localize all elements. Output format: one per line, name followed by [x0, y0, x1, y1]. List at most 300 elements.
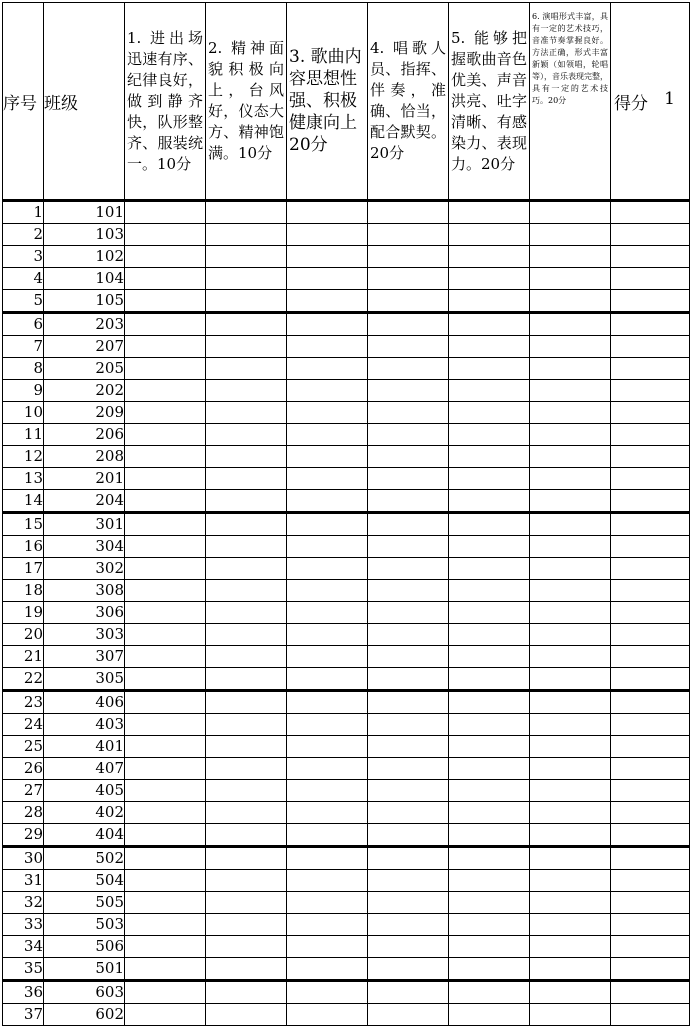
score-cell-criterion-6[interactable] — [530, 624, 611, 646]
score-cell-criterion-4[interactable] — [368, 646, 449, 668]
score-cell-criterion-4[interactable] — [368, 446, 449, 468]
score-cell-criterion-3[interactable] — [287, 358, 368, 380]
score-cell-criterion-1[interactable] — [125, 780, 206, 802]
score-cell-criterion-3[interactable] — [287, 824, 368, 847]
score-cell-criterion-4[interactable] — [368, 602, 449, 624]
score-cell-criterion-1[interactable] — [125, 201, 206, 224]
score-cell-criterion-1[interactable] — [125, 802, 206, 824]
score-cell-criterion-3[interactable] — [287, 468, 368, 490]
score-cell-criterion-3[interactable] — [287, 691, 368, 714]
score-cell-criterion-4[interactable] — [368, 758, 449, 780]
score-cell-criterion-1[interactable] — [125, 558, 206, 580]
score-cell-criterion-1[interactable] — [125, 714, 206, 736]
score-cell-criterion-5[interactable] — [449, 691, 530, 714]
score-cell-criterion-4[interactable] — [368, 246, 449, 268]
score-cell-criterion-2[interactable] — [206, 201, 287, 224]
score-cell-criterion-6[interactable] — [530, 914, 611, 936]
score-cell-criterion-1[interactable] — [125, 246, 206, 268]
score-cell-criterion-5[interactable] — [449, 513, 530, 536]
score-cell-criterion-5[interactable] — [449, 268, 530, 290]
score-cell-criterion-4[interactable] — [368, 824, 449, 847]
score-cell-criterion-2[interactable] — [206, 981, 287, 1004]
score-cell-total[interactable] — [611, 736, 690, 758]
row-seq: 17 — [3, 558, 44, 580]
score-cell-total[interactable] — [611, 468, 690, 490]
score-cell-criterion-2[interactable] — [206, 892, 287, 914]
score-cell-criterion-4[interactable] — [368, 313, 449, 336]
score-cell-criterion-1[interactable] — [125, 446, 206, 468]
score-cell-criterion-2[interactable] — [206, 536, 287, 558]
score-cell-criterion-3[interactable] — [287, 490, 368, 513]
score-cell-criterion-2[interactable] — [206, 490, 287, 513]
score-cell-criterion-4[interactable] — [368, 224, 449, 246]
score-cell-criterion-6[interactable] — [530, 824, 611, 847]
score-cell-criterion-1[interactable] — [125, 847, 206, 870]
score-cell-criterion-1[interactable] — [125, 1004, 206, 1026]
score-cell-criterion-6[interactable] — [530, 758, 611, 780]
score-cell-criterion-3[interactable] — [287, 224, 368, 246]
score-cell-criterion-2[interactable] — [206, 824, 287, 847]
row-class: 305 — [44, 668, 125, 691]
score-cell-criterion-6[interactable] — [530, 646, 611, 668]
score-cell-criterion-2[interactable] — [206, 1004, 287, 1026]
score-cell-criterion-2[interactable] — [206, 870, 287, 892]
score-cell-total[interactable] — [611, 870, 690, 892]
score-cell-criterion-4[interactable] — [368, 802, 449, 824]
score-cell-criterion-2[interactable] — [206, 936, 287, 958]
score-cell-criterion-6[interactable] — [530, 246, 611, 268]
score-cell-total[interactable] — [611, 914, 690, 936]
score-cell-criterion-5[interactable] — [449, 246, 530, 268]
score-cell-criterion-6[interactable] — [530, 380, 611, 402]
score-cell-criterion-1[interactable] — [125, 513, 206, 536]
score-cell-criterion-1[interactable] — [125, 424, 206, 446]
score-cell-criterion-1[interactable] — [125, 936, 206, 958]
score-cell-criterion-5[interactable] — [449, 758, 530, 780]
score-cell-criterion-5[interactable] — [449, 958, 530, 981]
score-cell-criterion-3[interactable] — [287, 446, 368, 468]
score-cell-criterion-1[interactable] — [125, 380, 206, 402]
score-cell-criterion-2[interactable] — [206, 691, 287, 714]
score-cell-criterion-1[interactable] — [125, 914, 206, 936]
score-cell-criterion-1[interactable] — [125, 580, 206, 602]
score-cell-criterion-3[interactable] — [287, 847, 368, 870]
score-cell-criterion-5[interactable] — [449, 892, 530, 914]
score-cell-criterion-4[interactable] — [368, 468, 449, 490]
row-seq: 32 — [3, 892, 44, 914]
score-cell-total[interactable] — [611, 558, 690, 580]
score-cell-criterion-1[interactable] — [125, 536, 206, 558]
score-cell-criterion-1[interactable] — [125, 268, 206, 290]
score-cell-criterion-6[interactable] — [530, 981, 611, 1004]
score-cell-criterion-4[interactable] — [368, 624, 449, 646]
score-cell-criterion-5[interactable] — [449, 201, 530, 224]
score-cell-total[interactable] — [611, 981, 690, 1004]
table-row — [3, 714, 690, 736]
score-cell-criterion-5[interactable] — [449, 580, 530, 602]
score-cell-criterion-4[interactable] — [368, 892, 449, 914]
score-cell-criterion-5[interactable] — [449, 847, 530, 870]
row-class: 304 — [44, 536, 125, 558]
score-cell-criterion-6[interactable] — [530, 602, 611, 624]
score-cell-criterion-5[interactable] — [449, 558, 530, 580]
score-cell-total[interactable] — [611, 714, 690, 736]
score-cell-criterion-1[interactable] — [125, 224, 206, 246]
row-seq: 37 — [3, 1004, 44, 1026]
table-row — [3, 624, 690, 646]
score-cell-total[interactable] — [611, 624, 690, 646]
score-cell-criterion-3[interactable] — [287, 736, 368, 758]
score-cell-total[interactable] — [611, 336, 690, 358]
score-cell-criterion-5[interactable] — [449, 936, 530, 958]
row-seq: 16 — [3, 536, 44, 558]
score-cell-total[interactable] — [611, 290, 690, 313]
score-cell-criterion-5[interactable] — [449, 402, 530, 424]
score-cell-criterion-6[interactable] — [530, 1004, 611, 1026]
score-cell-criterion-2[interactable] — [206, 624, 287, 646]
score-cell-criterion-5[interactable] — [449, 802, 530, 824]
score-cell-criterion-2[interactable] — [206, 313, 287, 336]
score-cell-criterion-4[interactable] — [368, 870, 449, 892]
score-cell-criterion-3[interactable] — [287, 1004, 368, 1026]
score-cell-total[interactable] — [611, 936, 690, 958]
score-cell-criterion-2[interactable] — [206, 802, 287, 824]
score-cell-criterion-3[interactable] — [287, 802, 368, 824]
table-row — [3, 290, 690, 313]
score-cell-total[interactable] — [611, 646, 690, 668]
score-cell-total[interactable] — [611, 668, 690, 691]
score-cell-criterion-6[interactable] — [530, 714, 611, 736]
score-cell-criterion-1[interactable] — [125, 691, 206, 714]
row-seq: 7 — [3, 336, 44, 358]
score-cell-criterion-6[interactable] — [530, 691, 611, 714]
score-cell-criterion-6[interactable] — [530, 580, 611, 602]
score-cell-total[interactable] — [611, 380, 690, 402]
score-cell-criterion-4[interactable] — [368, 780, 449, 802]
score-cell-criterion-4[interactable] — [368, 847, 449, 870]
score-cell-criterion-6[interactable] — [530, 490, 611, 513]
score-cell-total[interactable] — [611, 201, 690, 224]
table-row — [3, 536, 690, 558]
row-class: 103 — [44, 224, 125, 246]
score-cell-criterion-1[interactable] — [125, 602, 206, 624]
score-cell-criterion-4[interactable] — [368, 268, 449, 290]
score-cell-criterion-1[interactable] — [125, 870, 206, 892]
score-cell-criterion-6[interactable] — [530, 736, 611, 758]
score-cell-total[interactable] — [611, 758, 690, 780]
score-cell-criterion-2[interactable] — [206, 958, 287, 981]
score-cell-criterion-5[interactable] — [449, 981, 530, 1004]
score-cell-criterion-5[interactable] — [449, 914, 530, 936]
score-cell-criterion-3[interactable] — [287, 936, 368, 958]
score-cell-criterion-5[interactable] — [449, 624, 530, 646]
score-cell-total[interactable] — [611, 313, 690, 336]
score-cell-criterion-3[interactable] — [287, 402, 368, 424]
score-cell-criterion-4[interactable] — [368, 336, 449, 358]
row-class: 404 — [44, 824, 125, 847]
score-cell-criterion-6[interactable] — [530, 313, 611, 336]
header-seq: 序号 — [3, 3, 44, 201]
score-cell-criterion-3[interactable] — [287, 602, 368, 624]
score-cell-criterion-6[interactable] — [530, 958, 611, 981]
score-cell-criterion-3[interactable] — [287, 892, 368, 914]
table-row — [3, 802, 690, 824]
row-seq: 5 — [3, 290, 44, 313]
score-cell-criterion-2[interactable] — [206, 758, 287, 780]
score-cell-criterion-3[interactable] — [287, 558, 368, 580]
score-cell-criterion-3[interactable] — [287, 201, 368, 224]
score-cell-criterion-1[interactable] — [125, 981, 206, 1004]
score-cell-criterion-6[interactable] — [530, 847, 611, 870]
score-cell-criterion-1[interactable] — [125, 490, 206, 513]
score-cell-criterion-3[interactable] — [287, 958, 368, 981]
score-cell-total[interactable] — [611, 224, 690, 246]
table-row — [3, 981, 690, 1004]
score-cell-criterion-5[interactable] — [449, 536, 530, 558]
score-cell-criterion-3[interactable] — [287, 290, 368, 313]
score-cell-criterion-5[interactable] — [449, 468, 530, 490]
score-cell-criterion-6[interactable] — [530, 536, 611, 558]
score-cell-criterion-4[interactable] — [368, 380, 449, 402]
score-cell-criterion-4[interactable] — [368, 513, 449, 536]
score-cell-criterion-5[interactable] — [449, 336, 530, 358]
score-cell-criterion-1[interactable] — [125, 736, 206, 758]
score-cell-criterion-2[interactable] — [206, 402, 287, 424]
score-cell-total[interactable] — [611, 847, 690, 870]
score-cell-criterion-6[interactable] — [530, 870, 611, 892]
score-cell-criterion-3[interactable] — [287, 624, 368, 646]
score-cell-criterion-4[interactable] — [368, 691, 449, 714]
scoring-table — [2, 2, 690, 1026]
score-cell-criterion-1[interactable] — [125, 824, 206, 847]
score-cell-criterion-4[interactable] — [368, 558, 449, 580]
score-cell-total[interactable] — [611, 958, 690, 981]
row-class: 405 — [44, 780, 125, 802]
score-cell-criterion-6[interactable] — [530, 446, 611, 468]
score-cell-criterion-2[interactable] — [206, 290, 287, 313]
score-cell-total[interactable] — [611, 246, 690, 268]
score-cell-criterion-2[interactable] — [206, 246, 287, 268]
score-cell-criterion-2[interactable] — [206, 714, 287, 736]
score-cell-criterion-4[interactable] — [368, 490, 449, 513]
score-cell-criterion-3[interactable] — [287, 313, 368, 336]
score-cell-criterion-6[interactable] — [530, 513, 611, 536]
score-cell-criterion-2[interactable] — [206, 780, 287, 802]
score-cell-criterion-2[interactable] — [206, 268, 287, 290]
score-cell-total[interactable] — [611, 446, 690, 468]
score-cell-criterion-4[interactable] — [368, 668, 449, 691]
score-cell-criterion-5[interactable] — [449, 1004, 530, 1026]
score-cell-criterion-5[interactable] — [449, 224, 530, 246]
score-cell-criterion-5[interactable] — [449, 490, 530, 513]
score-cell-criterion-4[interactable] — [368, 424, 449, 446]
score-cell-criterion-6[interactable] — [530, 780, 611, 802]
score-cell-criterion-5[interactable] — [449, 668, 530, 691]
score-cell-criterion-3[interactable] — [287, 380, 368, 402]
score-cell-criterion-2[interactable] — [206, 224, 287, 246]
score-cell-criterion-1[interactable] — [125, 468, 206, 490]
score-cell-criterion-4[interactable] — [368, 914, 449, 936]
row-class: 502 — [44, 847, 125, 870]
score-cell-criterion-1[interactable] — [125, 668, 206, 691]
score-cell-criterion-6[interactable] — [530, 402, 611, 424]
table-row — [3, 580, 690, 602]
score-cell-criterion-3[interactable] — [287, 336, 368, 358]
score-cell-total[interactable] — [611, 358, 690, 380]
score-cell-total[interactable] — [611, 490, 690, 513]
score-cell-criterion-2[interactable] — [206, 424, 287, 446]
row-class: 402 — [44, 802, 125, 824]
score-cell-criterion-5[interactable] — [449, 380, 530, 402]
score-cell-criterion-3[interactable] — [287, 914, 368, 936]
score-cell-criterion-4[interactable] — [368, 958, 449, 981]
score-cell-criterion-1[interactable] — [125, 290, 206, 313]
score-cell-criterion-2[interactable] — [206, 914, 287, 936]
score-cell-total[interactable] — [611, 780, 690, 802]
score-cell-criterion-4[interactable] — [368, 936, 449, 958]
score-cell-criterion-3[interactable] — [287, 268, 368, 290]
score-cell-total[interactable] — [611, 1004, 690, 1026]
score-cell-total[interactable] — [611, 402, 690, 424]
score-cell-criterion-4[interactable] — [368, 981, 449, 1004]
score-cell-total[interactable] — [611, 424, 690, 446]
score-cell-criterion-2[interactable] — [206, 602, 287, 624]
score-cell-criterion-5[interactable] — [449, 424, 530, 446]
score-cell-total[interactable] — [611, 802, 690, 824]
score-cell-criterion-6[interactable] — [530, 892, 611, 914]
row-seq: 31 — [3, 870, 44, 892]
score-cell-criterion-1[interactable] — [125, 624, 206, 646]
score-cell-criterion-3[interactable] — [287, 668, 368, 691]
score-cell-criterion-2[interactable] — [206, 513, 287, 536]
score-cell-criterion-3[interactable] — [287, 714, 368, 736]
row-class: 308 — [44, 580, 125, 602]
score-cell-total[interactable] — [611, 536, 690, 558]
score-cell-criterion-1[interactable] — [125, 402, 206, 424]
score-cell-criterion-2[interactable] — [206, 380, 287, 402]
score-cell-criterion-4[interactable] — [368, 1004, 449, 1026]
row-seq: 2 — [3, 224, 44, 246]
row-seq: 8 — [3, 358, 44, 380]
score-cell-criterion-4[interactable] — [368, 290, 449, 313]
score-cell-criterion-6[interactable] — [530, 290, 611, 313]
score-cell-criterion-6[interactable] — [530, 268, 611, 290]
score-cell-criterion-3[interactable] — [287, 513, 368, 536]
score-cell-criterion-6[interactable] — [530, 468, 611, 490]
score-cell-criterion-2[interactable] — [206, 336, 287, 358]
score-cell-criterion-1[interactable] — [125, 358, 206, 380]
score-cell-criterion-5[interactable] — [449, 736, 530, 758]
score-cell-criterion-4[interactable] — [368, 201, 449, 224]
score-cell-criterion-1[interactable] — [125, 758, 206, 780]
score-cell-criterion-1[interactable] — [125, 958, 206, 981]
score-cell-criterion-5[interactable] — [449, 446, 530, 468]
score-cell-criterion-2[interactable] — [206, 468, 287, 490]
score-cell-criterion-4[interactable] — [368, 580, 449, 602]
score-cell-criterion-2[interactable] — [206, 646, 287, 668]
score-cell-criterion-6[interactable] — [530, 336, 611, 358]
score-cell-criterion-3[interactable] — [287, 246, 368, 268]
score-cell-criterion-2[interactable] — [206, 446, 287, 468]
score-cell-criterion-5[interactable] — [449, 824, 530, 847]
row-seq: 33 — [3, 914, 44, 936]
score-cell-criterion-3[interactable] — [287, 424, 368, 446]
score-cell-criterion-6[interactable] — [530, 224, 611, 246]
score-cell-criterion-3[interactable] — [287, 870, 368, 892]
score-cell-criterion-2[interactable] — [206, 847, 287, 870]
score-cell-criterion-4[interactable] — [368, 358, 449, 380]
score-cell-criterion-1[interactable] — [125, 646, 206, 668]
score-cell-criterion-4[interactable] — [368, 736, 449, 758]
score-cell-total[interactable] — [611, 824, 690, 847]
table-row — [3, 201, 690, 224]
score-cell-criterion-5[interactable] — [449, 358, 530, 380]
score-cell-criterion-6[interactable] — [530, 802, 611, 824]
score-cell-total[interactable] — [611, 602, 690, 624]
score-cell-criterion-5[interactable] — [449, 714, 530, 736]
score-cell-criterion-3[interactable] — [287, 580, 368, 602]
score-cell-criterion-6[interactable] — [530, 424, 611, 446]
score-cell-criterion-5[interactable] — [449, 602, 530, 624]
score-cell-criterion-4[interactable] — [368, 714, 449, 736]
row-seq: 19 — [3, 602, 44, 624]
score-cell-criterion-5[interactable] — [449, 780, 530, 802]
table-row — [3, 313, 690, 336]
score-cell-criterion-6[interactable] — [530, 358, 611, 380]
table-row — [3, 958, 690, 981]
score-cell-criterion-1[interactable] — [125, 336, 206, 358]
score-cell-criterion-5[interactable] — [449, 290, 530, 313]
score-cell-criterion-4[interactable] — [368, 536, 449, 558]
row-seq: 22 — [3, 668, 44, 691]
score-cell-criterion-5[interactable] — [449, 646, 530, 668]
table-row — [3, 847, 690, 870]
criterion-3-text: 3. 歌曲内容思想性强、积极健康向上20分 — [289, 47, 362, 155]
score-cell-criterion-2[interactable] — [206, 668, 287, 691]
score-cell-criterion-6[interactable] — [530, 668, 611, 691]
table-row — [3, 224, 690, 246]
score-cell-criterion-3[interactable] — [287, 536, 368, 558]
score-cell-criterion-2[interactable] — [206, 736, 287, 758]
score-cell-criterion-5[interactable] — [449, 313, 530, 336]
score-cell-criterion-3[interactable] — [287, 780, 368, 802]
score-cell-total[interactable] — [611, 892, 690, 914]
score-cell-criterion-6[interactable] — [530, 201, 611, 224]
row-seq: 20 — [3, 624, 44, 646]
score-cell-criterion-3[interactable] — [287, 758, 368, 780]
row-class: 101 — [44, 201, 125, 224]
row-class: 307 — [44, 646, 125, 668]
score-cell-criterion-6[interactable] — [530, 558, 611, 580]
score-cell-total[interactable] — [611, 268, 690, 290]
score-cell-total[interactable] — [611, 513, 690, 536]
score-cell-criterion-4[interactable] — [368, 402, 449, 424]
row-seq: 27 — [3, 780, 44, 802]
score-cell-criterion-3[interactable] — [287, 646, 368, 668]
score-cell-criterion-3[interactable] — [287, 981, 368, 1004]
score-cell-criterion-1[interactable] — [125, 892, 206, 914]
score-cell-total[interactable] — [611, 691, 690, 714]
score-cell-criterion-1[interactable] — [125, 313, 206, 336]
score-cell-total[interactable] — [611, 580, 690, 602]
score-cell-criterion-2[interactable] — [206, 558, 287, 580]
table-row — [3, 336, 690, 358]
score-cell-criterion-2[interactable] — [206, 358, 287, 380]
row-class: 105 — [44, 290, 125, 313]
score-cell-criterion-2[interactable] — [206, 580, 287, 602]
score-cell-criterion-6[interactable] — [530, 936, 611, 958]
score-cell-criterion-5[interactable] — [449, 870, 530, 892]
